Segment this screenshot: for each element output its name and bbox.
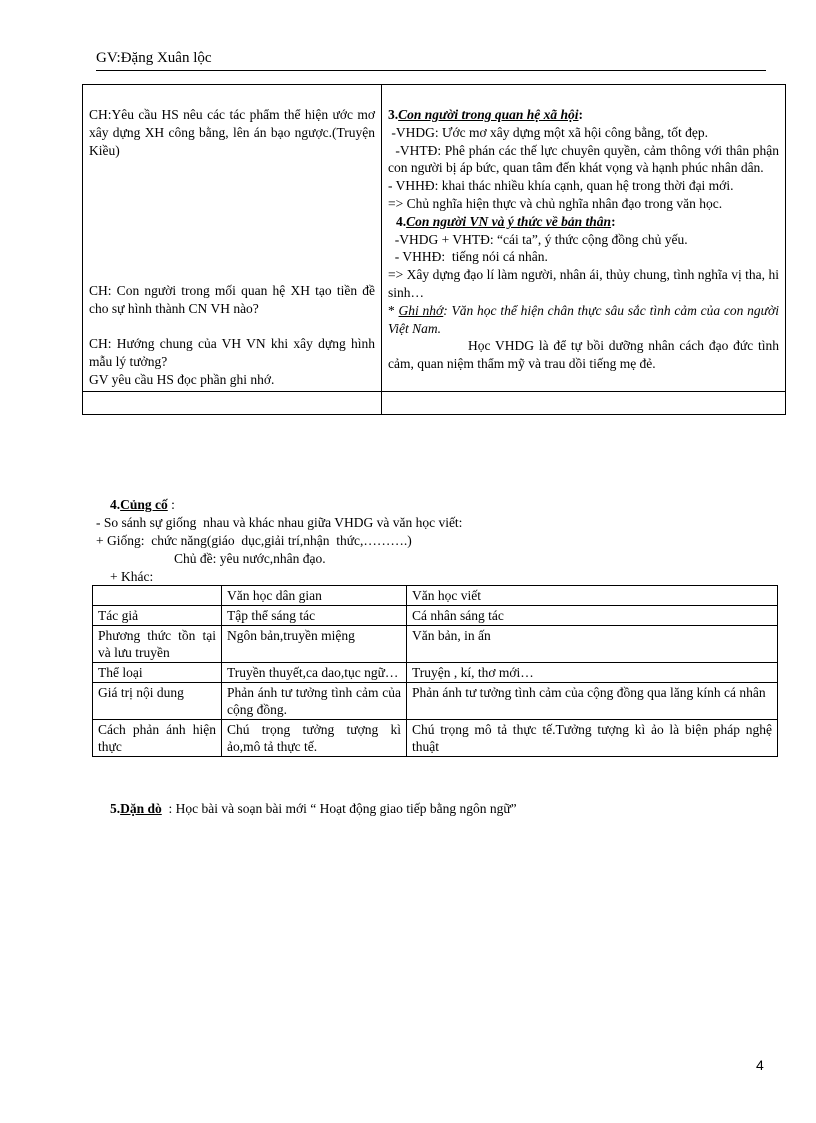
questions-cell [83,85,382,392]
question-4: GV yêu cầu HS đọc phần ghi nhớ. [89,371,275,387]
section-4-line: + Giống: chức năng(giáo dục,giải trí,nhận thức,……….) [96,533,412,548]
section-5-title: Dặn dò [120,801,162,816]
table-cell: Cá nhân sáng tác [407,606,778,626]
table-cell: Giá trị nội dung [93,683,222,720]
section-4-line: + Khác: [110,569,154,584]
answer-line: -VHTĐ: Phê phán các thế lực chuyên quyền, cảm thông với thân phận con người bị áp bức, quan tâm đến khát vọng và hạnh phúc nhân dân. [388,142,783,176]
section-4-title [96,496,776,514]
page-header [96,50,766,71]
table-cell: Tập thể sáng tác [222,606,407,626]
answer-line: -VHDG: Ước mơ xây dựng một xã hội công bằng, tốt đẹp. [388,124,709,140]
section-5-text: : Học bài và soạn bài mới “ Hoạt động giao tiếp bằng ngôn ngữ” [161,801,517,816]
answer-line: - VHHĐ: tiếng nói cá nhân. [388,249,548,265]
table-row [93,626,778,663]
lesson-table [82,84,786,415]
section-4-colon: : [167,497,175,512]
table-row-empty [83,392,786,415]
table-cell: Phản ánh tư tưởng tình cảm của cộng đồng qua lăng kính cá nhân [407,683,778,720]
section-4-line: - So sánh sự giống nhau và khác nhau giữa VHDG và văn học viết: [96,515,463,530]
memo-label: Ghi nhớ [398,302,444,318]
table-header-cell: Văn học viết [407,586,778,606]
heading-3-title: Con người trong quan hệ xã hội [398,107,579,122]
table-row [93,720,778,757]
table-cell: Văn bản, in ấn [407,626,778,663]
answer-line: - VHHĐ: khai thác nhiều khía cạnh, quan hệ trong thời đại mới. [388,178,734,194]
heading-3-colon: : [578,107,584,122]
table-cell: Cách phản ánh hiện thực [93,720,222,757]
table-header-row [93,586,778,606]
heading-4-colon: : [611,213,616,229]
heading-4-title: Con người VN và ý thức về bản thân [406,213,612,229]
memo-line [388,302,779,338]
answers-cell [382,85,786,392]
table-header-cell [93,586,222,606]
section-consolidation [96,496,776,586]
spacer [89,318,375,335]
table-cell: Thể loại [93,663,222,683]
spacer [89,159,375,282]
table-header-cell: Văn học dân gian [222,586,407,606]
section-4-number: 4. [110,497,121,512]
memo-text: : Văn học thể hiện chân thực sâu sắc tình cảm của con người Việt Nam. [388,302,779,336]
section-4-line: Chủ đề: yêu nước,nhân đạo. [174,551,326,566]
spacer [388,88,779,106]
question-1: CH:Yêu cầu HS nêu các tác phẩm thể hiện ước mơ xây dựng XH công bằng, lên án bạo ngược.(Truyện Kiều) [89,107,375,158]
answer-line: -VHDG + VHTĐ: “cái ta”, ý thức cộng đồng chủ yếu. [388,231,688,247]
table-row [83,85,786,392]
teacher-name: GV:Đặng Xuân lộc [96,50,212,66]
table-cell: Phản ánh tư tưởng tình cảm của cộng đồng. [222,683,407,720]
table-cell: Truyện , kí, thơ mới… [407,663,778,683]
table-cell: Chú trọng tưởng tượng kì ảo,mô tả thực tế. [222,720,407,757]
section-5-number: 5. [110,801,121,816]
spacer [89,88,375,106]
table-cell: Phương thức tồn tại và lưu truyền [93,626,222,663]
table-row [93,683,778,720]
table-cell: Chú trọng mô tả thực tế.Tưởng tượng kì ảo là biện pháp nghệ thuật [407,720,778,757]
comparison-table [92,585,778,757]
table-cell: Ngôn bản,truyền miệng [222,626,407,663]
question-2: CH: Con người trong mối quan hệ XH tạo tiền đề cho sự hình thành CN VH nào? [89,283,375,317]
empty-cell [382,392,786,415]
answer-line: => Xây dựng đạo lí làm người, nhân ái, thủy chung, tình nghĩa vị tha, hi sinh… [388,267,779,300]
table-row [93,663,778,683]
heading-3 [388,106,779,124]
table-cell: Truyền thuyết,ca dao,tục ngữ… [222,663,407,683]
section-4-title-text: Củng cố [120,497,168,512]
table-cell: Tác giả [93,606,222,626]
empty-cell [83,392,382,415]
section-homework [110,801,790,817]
question-3: CH: Hướng chung của VH VN khi xây dựng hình mẫu lý tưởng? [89,335,375,369]
answer-line: Học VHDG là để tự bồi dưỡng nhân cách đạo đức tình cảm, quan niệm thẩm mỹ và trau dồi tiếng mẹ đẻ. [388,338,779,372]
memo-prefix: * [388,302,399,318]
heading-3-number: 3. [388,107,399,122]
answer-line: => Chủ nghĩa hiện thực và chủ nghĩa nhân đạo trong văn học. [388,195,723,211]
page-number: 4 [756,1057,764,1073]
heading-4 [388,213,779,231]
heading-4-number: 4. [396,213,407,229]
table-row [93,606,778,626]
